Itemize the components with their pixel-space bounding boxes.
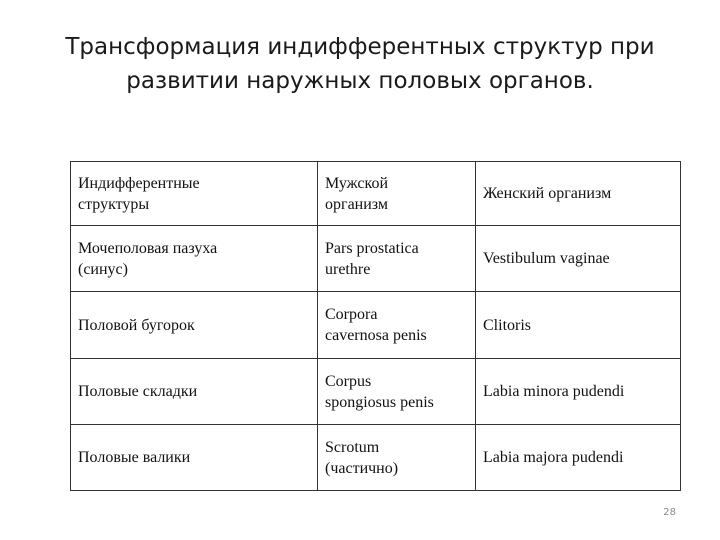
- cell-text: Половые валики: [78, 449, 191, 466]
- table-row: [71, 226, 681, 292]
- table-cell: [71, 425, 318, 491]
- cell-text: Vestibulum vaginae: [483, 250, 610, 267]
- cell-text: Clitoris: [483, 316, 532, 334]
- table-cell: [476, 425, 681, 491]
- cell-text: spongiosus penis: [325, 393, 434, 411]
- cell-text: Мужской: [325, 174, 389, 192]
- cell-text: структуры: [78, 195, 150, 213]
- table-cell: [476, 226, 681, 292]
- table-row: [71, 292, 681, 359]
- table-cell: [318, 425, 476, 491]
- table-cell-male-organism: [318, 162, 476, 226]
- slide-title: [20, 30, 700, 98]
- table-cell: [476, 359, 681, 425]
- cell-text: Женский организм: [483, 185, 612, 202]
- table-row: [71, 359, 681, 425]
- cell-text: Половые складки: [78, 383, 198, 400]
- table-cell: [318, 226, 476, 292]
- slide-title-line-2: развитии наружных половых органов.: [126, 68, 594, 94]
- cell-text: Labia minora pudendi: [483, 383, 625, 400]
- table-cell: [318, 292, 476, 359]
- cell-text: Индифферентные: [78, 174, 200, 192]
- table-cell: [476, 292, 681, 359]
- slide-title-line-1: Трансформация индифферентных структур при: [65, 34, 655, 60]
- cell-text: (частично): [325, 459, 399, 477]
- cell-text: (синус): [78, 260, 128, 278]
- table-cell: [71, 359, 318, 425]
- table-row: [71, 425, 681, 491]
- table-cell-female-organism: [476, 162, 681, 226]
- slide-number: 28: [663, 507, 676, 518]
- table-cell: [318, 359, 476, 425]
- transformation-table: [70, 161, 681, 491]
- cell-text: Половой бугорок: [78, 316, 195, 334]
- cell-text: Pars prostatica: [325, 239, 419, 257]
- cell-text: Labia majora pudendi: [483, 449, 624, 466]
- cell-text: cavernosa penis: [325, 327, 427, 344]
- table-cell: [71, 292, 318, 359]
- table-cell-indifferent-structures: [71, 162, 318, 226]
- table-cell: [71, 226, 318, 292]
- cell-text: Corpus: [325, 372, 372, 390]
- cell-text: Corpora: [325, 306, 378, 323]
- table-row: [71, 162, 681, 226]
- cell-text: urethre: [325, 260, 371, 278]
- cell-text: организм: [325, 195, 389, 213]
- cell-text: Scrotum: [325, 438, 380, 456]
- cell-text: Мочеполовая пазуха: [78, 239, 218, 257]
